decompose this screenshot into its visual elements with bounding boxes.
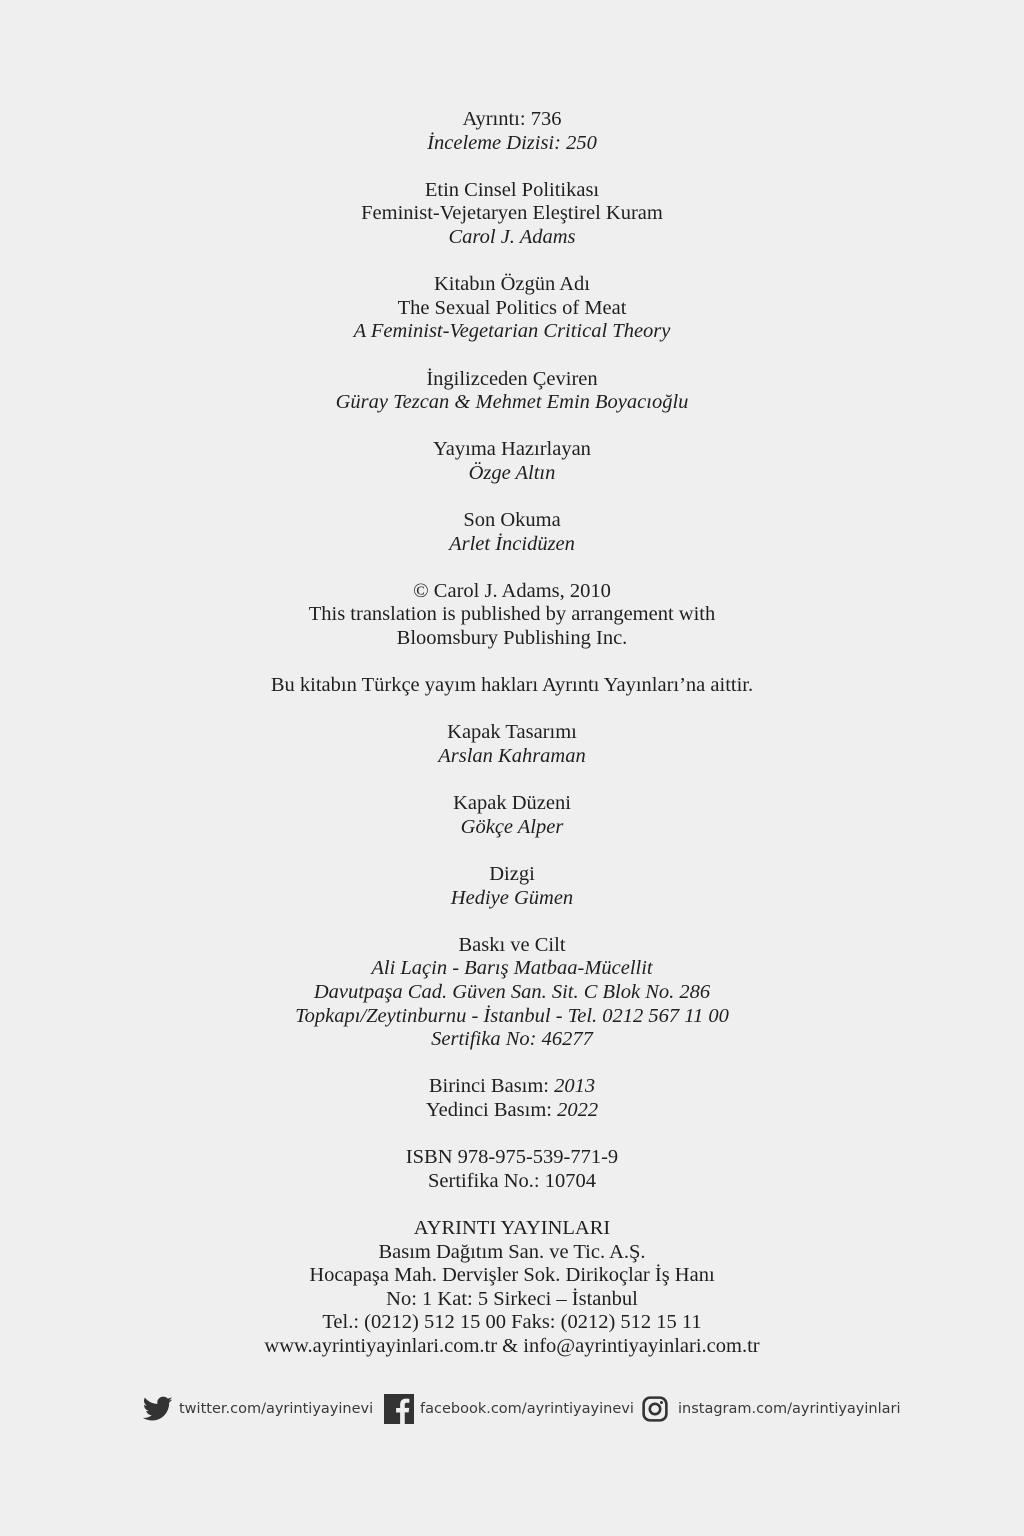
rights-statement: Bu kitabın Türkçe yayım hakları Ayrıntı Yayınları’na aittir. xyxy=(270,674,754,697)
book-title: Etin Cinsel Politikası xyxy=(424,178,600,201)
typesetting-name: Hediye Gümen xyxy=(450,886,574,909)
facebook-url: facebook.com/ayrintiyayinevi xyxy=(420,1401,634,1417)
instagram-link[interactable] xyxy=(642,1392,901,1426)
social-links xyxy=(0,1392,1024,1426)
editor-name: Özge Altın xyxy=(468,461,556,484)
facebook-icon xyxy=(384,1394,414,1424)
copyright-line: © Carol J. Adams, 2010 xyxy=(413,579,611,602)
publisher-company: Basım Dağıtım San. ve Tic. A.Ş. xyxy=(378,1240,646,1263)
copyright-holder: Bloomsbury Publishing Inc. xyxy=(396,627,628,650)
first-edition-label: Birinci Basım: xyxy=(428,1075,550,1098)
cover-layout-label: Kapak Düzeni xyxy=(453,792,571,815)
book-subtitle: Feminist-Vejetaryen Eleştirel Kuram xyxy=(361,202,663,225)
publisher-location: No: 1 Kat: 5 Sirkeci – İstanbul xyxy=(386,1287,638,1310)
colophon xyxy=(0,108,1024,1358)
publisher-web: www.ayrintiyayinlari.com.tr & info@ayrintiyayinlari.com.tr xyxy=(264,1334,760,1357)
publisher-name: AYRINTI YAYINLARI xyxy=(413,1216,611,1239)
first-edition xyxy=(0,1075,1024,1099)
isbn: ISBN 978-975-539-771-9 xyxy=(405,1146,619,1169)
printer-location: Topkapı/Zeytinburnu - İstanbul - Tel. 0212 567 11 00 xyxy=(295,1004,729,1027)
proofreading-name: Arlet İncidüzen xyxy=(449,532,575,555)
printer-certificate: Sertifika No: 46277 xyxy=(431,1028,593,1051)
twitter-link[interactable] xyxy=(143,1392,373,1426)
typesetting-label: Dizgi xyxy=(489,863,535,885)
printer-name: Ali Laçin - Barış Matbaa-Mücellit xyxy=(371,957,653,980)
book-author: Carol J. Adams xyxy=(448,225,576,248)
proofreading-label: Son Okuma xyxy=(463,509,561,532)
printing-label: Baskı ve Cilt xyxy=(458,933,566,956)
copyright-arrangement: This translation is published by arrangement with xyxy=(308,603,716,626)
series-number: Ayrıntı: 736 xyxy=(462,108,562,130)
printer-address: Davutpaşa Cad. Güven San. Sit. C Blok No. 286 xyxy=(313,980,711,1003)
twitter-url: twitter.com/ayrintiyayinevi xyxy=(179,1401,374,1417)
cover-layout-name: Gökçe Alper xyxy=(460,815,564,838)
twitter-icon xyxy=(143,1396,173,1422)
subseries-number: İnceleme Dizisi: 250 xyxy=(427,131,597,154)
seventh-edition-label: Yedinci Basım: xyxy=(425,1098,552,1121)
first-edition-year: 2013 xyxy=(554,1075,596,1098)
instagram-url: instagram.com/ayrintiyayinlari xyxy=(678,1401,901,1417)
original-title: The Sexual Politics of Meat xyxy=(397,296,627,319)
editor-label: Yayıma Hazırlayan xyxy=(433,438,591,461)
cover-design-name: Arslan Kahraman xyxy=(438,745,586,768)
instagram-icon xyxy=(642,1396,668,1422)
publisher-address: Hocapaşa Mah. Dervişler Sok. Dirikoçlar İş Hanı xyxy=(309,1264,715,1287)
original-title-label: Kitabın Özgün Adı xyxy=(433,273,590,296)
seventh-edition xyxy=(0,1099,1024,1123)
certificate-number: Sertifika No.: 10704 xyxy=(428,1169,596,1192)
translators-label: İngilizceden Çeviren xyxy=(426,367,598,390)
translators-names: Güray Tezcan & Mehmet Emin Boyacıoğlu xyxy=(335,391,689,414)
cover-design-label: Kapak Tasarımı xyxy=(447,721,577,744)
publisher-phone: Tel.: (0212) 512 15 00 Faks: (0212) 512 15 11 xyxy=(322,1311,702,1334)
seventh-edition-year: 2022 xyxy=(557,1098,599,1121)
facebook-link[interactable] xyxy=(384,1392,634,1426)
original-subtitle: A Feminist-Vegetarian Critical Theory xyxy=(353,320,671,343)
